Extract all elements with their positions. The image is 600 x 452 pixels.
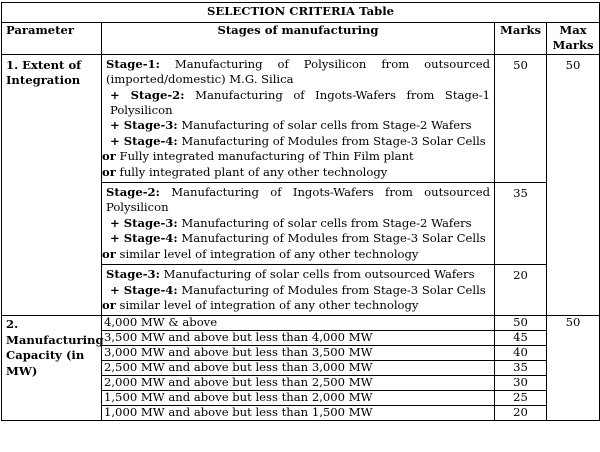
- capacity-marks: 25: [495, 391, 547, 406]
- header-max-marks: [547, 23, 600, 55]
- capacity-range: 1,500 MW and above but less than 2,000 MW: [102, 391, 495, 406]
- capacity-marks: 20: [495, 406, 547, 421]
- header-stages: Stages of manufacturing: [102, 23, 495, 55]
- capacity-max-marks: 50: [547, 316, 600, 421]
- integration-marks-2: 35: [495, 183, 547, 265]
- capacity-range: 2,500 MW and above but less than 3,000 MW: [102, 361, 495, 376]
- integration-marks-1: 50: [495, 54, 547, 182]
- capacity-marks: 30: [495, 376, 547, 391]
- integration-stage-block-2: Stage-2: Manufacturing of Ingots-Wafers from outsourced Polysilicon + Stage-3: Manufacturing of solar cells from Stage-2 Wafers + Stage-4: Manufacturing of Modules from Stage-3 Solar Cells or similar level of integration of any other technology: [102, 183, 495, 265]
- header-max-marks-line2: Marks: [552, 38, 594, 53]
- integration-max-marks: 50: [547, 54, 600, 316]
- capacity-marks: 35: [495, 361, 547, 376]
- table-row: [2, 316, 600, 331]
- integration-stage-block-3: Stage-3: Manufacturing of solar cells from outsourced Wafers + Stage-4: Manufacturing of Modules from Stage-3 Solar Cells or similar level of integration of any other technology: [102, 265, 495, 316]
- integration-stage-block-1: Stage-1: Manufacturing of Polysilicon from outsourced (imported/domestic) M.G. Silica + Stage-2: Manufacturing of Ingots-Wafers from Stage-1 Polysilicon + Stage-3: Manufacturing of solar cells from Stage-2 Wafers + Stage-4: Manufacturing of Modules from Stage-3 Solar Cells or Fully integrated manufacturing of Thin Film plant or fully integrated plant of any other technology: [102, 54, 495, 182]
- table-header-row: [2, 23, 600, 55]
- header-max-marks-line1: Max: [559, 23, 587, 37]
- capacity-range: 4,000 MW & above: [102, 316, 495, 331]
- table-title-row: [2, 3, 600, 23]
- capacity-range: 3,500 MW and above but less than 4,000 MW: [102, 331, 495, 346]
- table-row: [2, 54, 600, 182]
- table-title: SELECTION CRITERIA Table: [2, 3, 600, 23]
- integration-marks-3: 20: [495, 265, 547, 316]
- capacity-range: 1,000 MW and above but less than 1,500 MW: [102, 406, 495, 421]
- capacity-marks: 45: [495, 331, 547, 346]
- capacity-marks: 50: [495, 316, 547, 331]
- parameter-capacity: 2. Manufacturing Capacity (in MW): [2, 316, 102, 421]
- header-parameter: Parameter: [2, 23, 102, 55]
- parameter-integration: 1. Extent of Integration: [2, 54, 102, 316]
- selection-criteria-table: [1, 2, 600, 421]
- capacity-range: 2,000 MW and above but less than 2,500 MW: [102, 376, 495, 391]
- capacity-marks: 40: [495, 346, 547, 361]
- capacity-range: 3,000 MW and above but less than 3,500 MW: [102, 346, 495, 361]
- header-marks: Marks: [495, 23, 547, 55]
